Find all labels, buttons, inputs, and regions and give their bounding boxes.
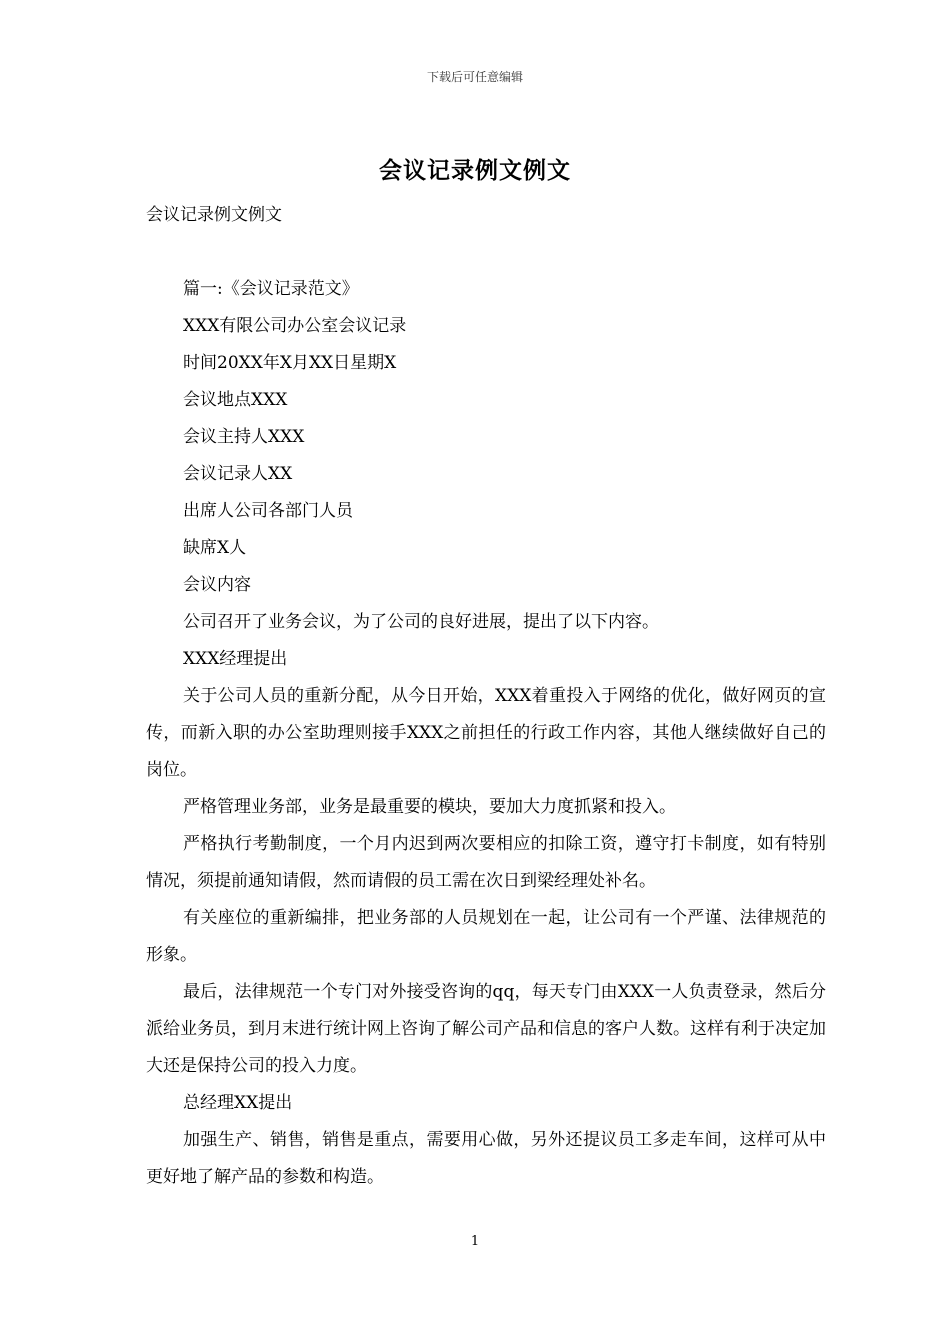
paragraph-staff-allocation: 关于公司人员的重新分配，从今日开始，XXX着重投入于网络的优化，做好网页的宣传，而新入职的办公室助理则接手XXX之前担任的行政工作内容，其他人继续做好自己的岗位。 xyxy=(146,686,826,780)
paragraph-seating: 有关座位的重新编排，把业务部的人员规划在一起，让公司有一个严谨、法律规范的形象。 xyxy=(146,908,826,965)
meeting-absent: 缺席X人 xyxy=(183,538,247,558)
meeting-recorder: 会议记录人XX xyxy=(183,464,293,484)
paragraph-attendance: 严格执行考勤制度，一个月内迟到两次要相应的扣除工资，遵守打卡制度，如有特别情况，须提前通知请假，然而请假的员工需在次日到梁经理处补名。 xyxy=(146,834,826,891)
meeting-intro: 公司召开了业务会议，为了公司的良好进展，提出了以下内容。 xyxy=(183,612,659,632)
header-note: 下载后可任意编辑 xyxy=(426,70,523,84)
section-heading: 篇一:《会议记录范文》 xyxy=(183,279,359,299)
paragraph-production-sales: 加强生产、销售，销售是重点，需要用心做，另外还提议员工多走车间，这样可从中更好地了解产品的参数和构造。 xyxy=(146,1130,826,1187)
paragraph-business-management: 严格管理业务部，业务是最重要的模块，要加大力度抓紧和投入。 xyxy=(183,797,676,817)
document-subtitle: 会议记录例文例文 xyxy=(146,205,282,225)
meeting-time: 时间20XX年X月XX日星期X xyxy=(183,353,397,373)
document-body xyxy=(146,271,826,1196)
manager-proposal-heading: XXX经理提出 xyxy=(183,649,288,669)
page-number: 1 xyxy=(470,1234,480,1249)
meeting-location: 会议地点XXX xyxy=(183,390,288,410)
document-title: 会议记录例文例文 xyxy=(379,157,571,184)
meeting-content-label: 会议内容 xyxy=(183,575,251,595)
record-heading: XXX有限公司办公室会议记录 xyxy=(183,316,407,336)
meeting-host: 会议主持人XXX xyxy=(183,427,305,447)
meeting-attendees: 出席人公司各部门人员 xyxy=(183,501,353,521)
gm-proposal-heading: 总经理XX提出 xyxy=(183,1093,293,1113)
paragraph-qq-consulting: 最后，法律规范一个专门对外接受咨询的qq，每天专门由XXX一人负责登录，然后分派给业务员，到月末进行统计网上咨询了解公司产品和信息的客户人数。这样有利于决定加大还是保持公司的投入力度。 xyxy=(146,982,826,1076)
